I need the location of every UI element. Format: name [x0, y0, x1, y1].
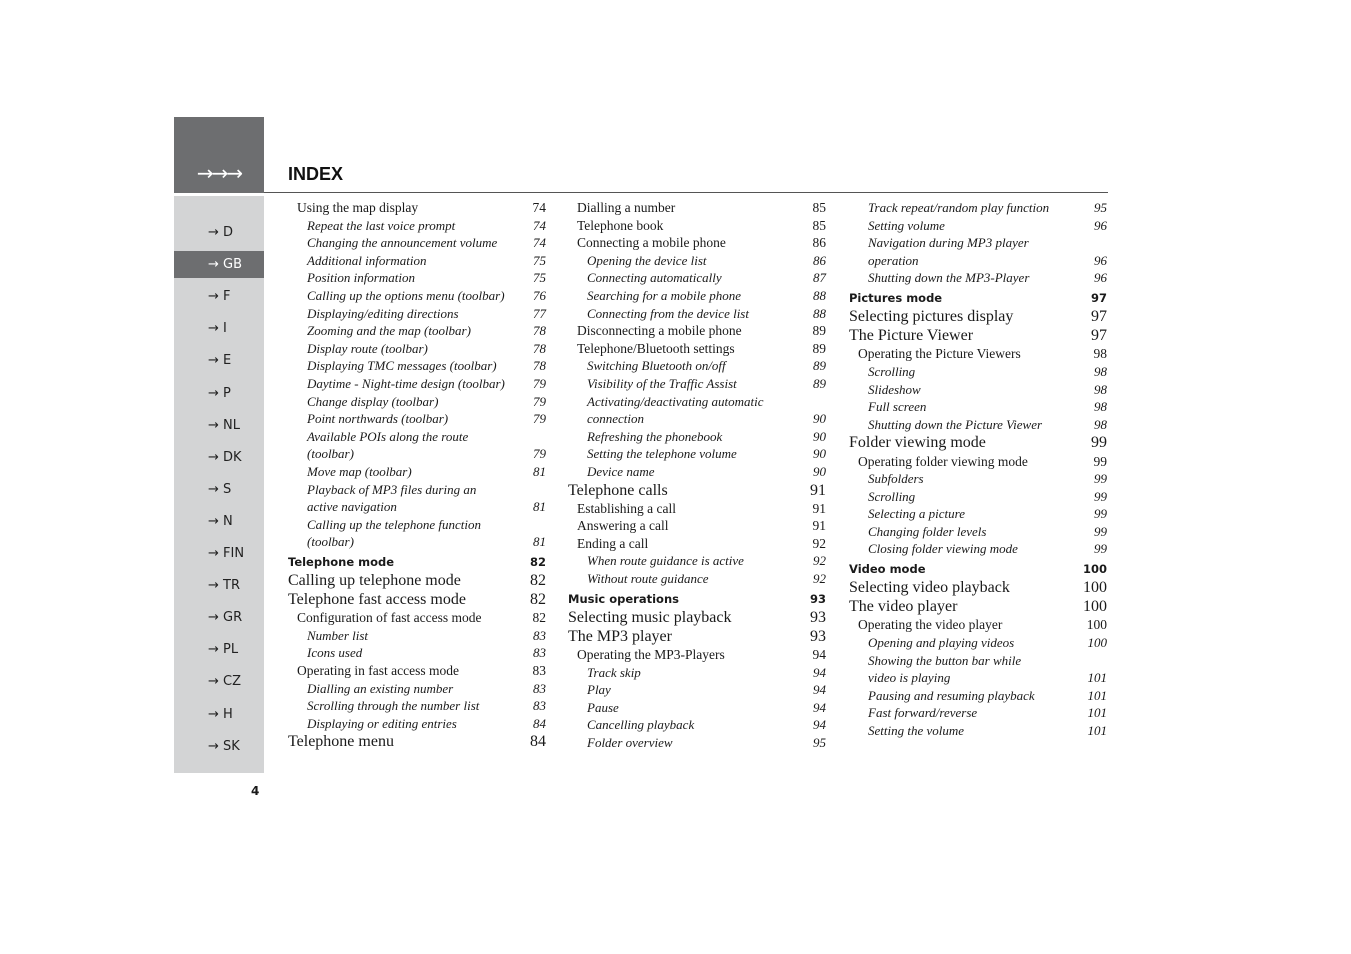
entry-page: 91 [812, 500, 826, 516]
index-entry [288, 481, 546, 499]
entry-page: 91 [812, 518, 826, 534]
index-entry [849, 687, 1107, 705]
index-entry [568, 428, 826, 446]
entry-page: 83 [533, 698, 546, 714]
entry-page: 100 [1083, 579, 1107, 597]
sidebar-lang-i[interactable]: → I [208, 321, 227, 337]
entry-title: The MP3 player [568, 627, 672, 645]
index-entry [849, 470, 1107, 488]
entry-title: Number list [307, 627, 369, 643]
index-entry [568, 217, 826, 235]
entry-title: Scrolling [868, 363, 916, 379]
index-entry [568, 699, 826, 717]
index-entry [288, 340, 546, 358]
entry-title: Calling up the telephone function [307, 516, 482, 532]
index-entry [568, 234, 826, 252]
entry-title: Repeat the last voice prompt [307, 217, 456, 233]
entry-title: Shutting down the Picture Viewer [868, 416, 1043, 432]
entry-page: 82 [532, 610, 546, 626]
index-entry [568, 481, 826, 500]
entry-title: Setting the volume [868, 723, 965, 738]
entry-page: 93 [810, 627, 826, 645]
index-entry [849, 616, 1107, 634]
entry-title: Change display (toolbar) [307, 393, 439, 409]
entry-page: 94 [813, 682, 826, 698]
index-entry [568, 646, 826, 664]
sidebar-lang-d[interactable]: → D [208, 225, 234, 240]
entry-title: Displaying/editing directions [307, 305, 459, 321]
entry-title: The Picture Viewer [849, 327, 974, 345]
page-number: 4 [251, 784, 260, 798]
index-entry [288, 410, 546, 428]
entry-title: Playback of MP3 files during an [307, 481, 477, 497]
entry-title: Cancelling playback [587, 717, 695, 733]
entry-title: Dialling an existing number [307, 680, 454, 696]
entry-title: Full screen [868, 399, 927, 415]
entry-page: 94 [813, 717, 826, 733]
entry-page: 86 [812, 235, 826, 251]
index-entry [849, 597, 1107, 616]
entry-page: 93 [809, 591, 826, 606]
entry-page: 83 [532, 663, 546, 679]
index-entry [288, 445, 546, 463]
index-entry [849, 381, 1107, 399]
entry-title: Track repeat/random play function [868, 200, 1050, 215]
entry-page: 90 [813, 463, 826, 479]
index-entry [568, 269, 826, 287]
entry-title: Scrolling [868, 488, 916, 504]
index-entry [288, 697, 546, 715]
language-sidebar [174, 196, 264, 773]
entry-title: Opening and playing videos [868, 635, 1015, 651]
index-entry [568, 500, 826, 518]
entry-page: 100 [1082, 562, 1107, 577]
entry-page: 84 [533, 715, 546, 731]
entry-page: 90 [813, 446, 826, 462]
entry-page: 98 [1094, 399, 1107, 415]
index-column-3 [849, 199, 1107, 740]
entry-page: 79 [533, 446, 546, 462]
entry-title: Configuration of fast access mode [297, 610, 482, 626]
page-title: INDEX [288, 164, 344, 184]
index-entry [288, 217, 546, 235]
entry-page: 97 [1091, 307, 1107, 325]
entry-title: Visibility of the Traffic Assist [587, 375, 737, 391]
index-entry [288, 322, 546, 340]
entry-title: Changing folder levels [868, 523, 987, 539]
entry-title: Displaying or editing entries [307, 715, 457, 731]
index-entry [568, 287, 826, 305]
entry-title: Selecting video playback [849, 579, 1010, 597]
index-entry [849, 269, 1107, 287]
index-entry [849, 326, 1107, 345]
index-entry [288, 498, 546, 516]
sidebar-lang-cz[interactable]: → CZ [208, 674, 242, 690]
index-entry [849, 634, 1107, 652]
sidebar-lang-fin[interactable]: → FIN [208, 546, 245, 561]
entry-title: Selecting music playback [568, 608, 732, 626]
entry-page: 88 [813, 305, 826, 321]
index-entry [288, 357, 546, 375]
index-entry [288, 463, 546, 481]
entry-title: Move map (toolbar) [307, 463, 412, 479]
entry-page: 94 [813, 699, 826, 715]
sidebar-lang-p[interactable]: → P [208, 385, 231, 401]
entry-title: Operating the video player [858, 617, 1003, 633]
index-entry [568, 570, 826, 588]
entry-page: 89 [813, 358, 826, 374]
index-entry [568, 517, 826, 535]
sidebar-lang-nl[interactable]: → NL [208, 417, 240, 433]
entry-title: The video player [849, 598, 958, 616]
entry-page: 94 [812, 647, 826, 663]
entry-page: 85 [812, 200, 826, 215]
entry-title: Connecting a mobile phone [577, 235, 726, 251]
entry-title: Display route (toolbar) [307, 340, 428, 356]
entry-title: Telephone menu [288, 733, 394, 751]
entry-title: Showing the button bar while [868, 652, 1022, 668]
entry-page: 96 [1094, 252, 1107, 268]
entry-title: Available POIs along the route [307, 428, 469, 444]
entry-page: 75 [533, 270, 546, 286]
entry-page: 99 [1094, 488, 1107, 504]
entry-title: Folder overview [587, 735, 673, 750]
sidebar-lang-sk[interactable]: → SK [208, 738, 240, 754]
entry-page: 74 [533, 235, 546, 251]
entry-page: 98 [1094, 363, 1107, 379]
entry-title: Additional information [307, 252, 427, 268]
sidebar-lang-n[interactable]: → N [208, 513, 233, 529]
entry-title: Dialling a number [577, 200, 676, 215]
entry-title: Calling up telephone mode [288, 571, 461, 589]
index-entry [568, 252, 826, 270]
index-entry [288, 627, 546, 645]
entry-page: 99 [1094, 541, 1107, 557]
entry-page: 84 [530, 733, 546, 751]
entry-page: 99 [1091, 434, 1107, 452]
index-entry [288, 644, 546, 662]
entry-page: 93 [810, 608, 826, 626]
index-entry [288, 287, 546, 305]
entry-title: Disconnecting a mobile phone [577, 323, 742, 339]
index-entry [849, 540, 1107, 558]
entry-title: Telephone book [577, 217, 664, 233]
entry-title: Pause [587, 699, 619, 715]
entry-page: 79 [533, 393, 546, 409]
entry-page: 99 [1094, 506, 1107, 522]
entry-page: 82 [530, 591, 546, 609]
entry-page: 79 [533, 375, 546, 391]
entry-page: 74 [533, 217, 546, 233]
index-entry [288, 305, 546, 323]
index-entry [849, 453, 1107, 471]
entry-title: Device name [587, 463, 655, 479]
index-entry [568, 375, 826, 393]
entry-page: 79 [533, 411, 546, 427]
entry-title: Setting the telephone volume [587, 446, 737, 462]
section-heading [568, 588, 826, 608]
index-entry [849, 505, 1107, 523]
entry-title: Ending a call [577, 535, 649, 551]
index-entry [849, 669, 1107, 687]
entry-page: 98 [1094, 381, 1107, 397]
index-entry [849, 363, 1107, 381]
entry-title: (toolbar) [307, 534, 354, 550]
entry-page: 101 [1087, 687, 1107, 703]
entry-page: 77 [533, 305, 546, 321]
entry-page: 99 [1094, 471, 1107, 487]
index-entry [288, 533, 546, 551]
entry-title: Establishing a call [577, 500, 676, 516]
entry-title: Activating/deactivating automatic [587, 393, 764, 409]
index-entry [849, 199, 1107, 217]
entry-title: Daytime - Night-time design (toolbar) [307, 375, 505, 391]
entry-page: 101 [1087, 705, 1107, 721]
entry-page: 82 [529, 554, 546, 569]
entry-page: 78 [533, 323, 546, 339]
index-entry [288, 199, 546, 217]
section-heading [288, 551, 546, 571]
entry-page: 92 [812, 535, 826, 551]
entry-title: Operating the Picture Viewers [858, 346, 1021, 362]
index-column-2 [568, 199, 826, 752]
index-entry [568, 340, 826, 358]
entry-page: 83 [533, 645, 546, 661]
index-entry [288, 732, 546, 751]
entry-title: Selecting pictures display [849, 307, 1014, 325]
entry-page: 81 [533, 499, 546, 515]
entry-title: Telephone/Bluetooth settings [577, 340, 735, 356]
entry-title: Zooming and the map (toolbar) [307, 323, 471, 339]
index-entry [849, 307, 1107, 326]
entry-page: 89 [812, 340, 826, 356]
entry-title: Closing folder viewing mode [868, 541, 1018, 557]
index-entry [568, 552, 826, 570]
sidebar-lang-s[interactable]: → S [208, 481, 232, 497]
entry-page: 88 [813, 287, 826, 303]
index-entry [288, 516, 546, 534]
entry-page: 101 [1087, 670, 1107, 686]
entry-page: 90 [813, 411, 826, 427]
entry-page: 76 [533, 287, 546, 303]
section-heading [849, 558, 1107, 578]
entry-title: Opening the device list [587, 252, 707, 268]
entry-title: Connecting automatically [587, 270, 722, 286]
entry-title: Shutting down the MP3-Player [868, 270, 1030, 286]
entry-page: 78 [533, 340, 546, 356]
sidebar-lang-tr[interactable]: → TR [208, 578, 240, 594]
entry-page: 98 [1094, 416, 1107, 432]
index-entry [568, 322, 826, 340]
entry-title: Folder viewing mode [849, 434, 986, 452]
entry-page: 86 [813, 252, 826, 268]
entry-title: Position information [307, 270, 415, 286]
index-entry [568, 357, 826, 375]
index-entry [568, 445, 826, 463]
index-entry [288, 269, 546, 287]
entry-page: 81 [533, 534, 546, 550]
entry-title: Telephone fast access mode [288, 591, 466, 609]
entry-page: 97 [1090, 290, 1107, 305]
index-entry [568, 305, 826, 323]
entry-title: Operating the MP3-Players [577, 647, 725, 663]
entry-page: 81 [533, 463, 546, 479]
sidebar-lang-gb[interactable]: → GB [174, 251, 264, 278]
entry-title: Switching Bluetooth on/off [587, 358, 726, 374]
entry-page: 83 [533, 680, 546, 696]
entry-page: 91 [810, 481, 826, 499]
entry-title: Telephone calls [568, 481, 668, 499]
index-entry [568, 463, 826, 481]
entry-title: Music operations [568, 591, 679, 606]
entry-title: Without route guidance [587, 571, 709, 587]
index-entry [849, 704, 1107, 722]
index-entry [849, 416, 1107, 434]
entry-page: 82 [530, 571, 546, 589]
entry-page: 96 [1094, 270, 1107, 286]
entry-title: Operating folder viewing mode [858, 453, 1028, 469]
entry-page: 97 [1091, 327, 1107, 345]
entry-title: Play [587, 682, 611, 698]
header-arrows: →→→ [174, 117, 264, 193]
index-entry [288, 252, 546, 270]
index-entry [568, 535, 826, 553]
index-entry [849, 722, 1107, 740]
entry-page: 95 [1094, 200, 1107, 215]
entry-title: Selecting a picture [868, 506, 965, 522]
entry-page: 83 [533, 627, 546, 643]
sidebar-lang-pl[interactable]: → PL [208, 642, 239, 658]
sidebar-lang-e[interactable]: → E [208, 353, 232, 369]
index-entry [288, 393, 546, 411]
sidebar-lang-h[interactable]: → H [208, 706, 233, 722]
index-entry [288, 715, 546, 733]
entry-page: 75 [533, 252, 546, 268]
index-entry [288, 571, 546, 590]
index-entry [849, 217, 1107, 235]
entry-page: 89 [813, 375, 826, 391]
entry-title: active navigation [307, 499, 397, 515]
index-entry [288, 234, 546, 252]
index-column-1 [288, 199, 546, 752]
section-heading [849, 287, 1107, 307]
entry-title: Pausing and resuming playback [868, 687, 1035, 703]
entry-page: 94 [813, 664, 826, 680]
entry-title: Answering a call [577, 518, 669, 534]
index-entry [849, 234, 1107, 252]
entry-page: 92 [813, 553, 826, 569]
index-entry [849, 252, 1107, 270]
index-entry [288, 590, 546, 609]
entry-title: Refreshing the phonebook [587, 428, 723, 444]
entry-page: 90 [813, 428, 826, 444]
entry-page: 100 [1087, 635, 1107, 651]
index-entry [568, 627, 826, 646]
entry-page: 99 [1093, 453, 1107, 469]
entry-title: Searching for a mobile phone [587, 287, 742, 303]
entry-title: Point northwards (toolbar) [307, 411, 449, 427]
entry-title: Icons used [307, 645, 363, 661]
entry-title: Fast forward/reverse [868, 705, 978, 721]
header-rule [264, 192, 1108, 193]
entry-page: 74 [532, 200, 546, 215]
index-entry [849, 433, 1107, 452]
index-entry [288, 662, 546, 680]
sidebar-lang-gr[interactable]: → GR [208, 610, 243, 626]
entry-title: video is playing [868, 670, 951, 686]
index-entry [288, 609, 546, 627]
entry-page: 99 [1094, 523, 1107, 539]
entry-page: 98 [1093, 346, 1107, 362]
entry-title: Changing the announcement volume [307, 235, 498, 251]
entry-page: 85 [812, 217, 826, 233]
entry-title: Operating in fast access mode [297, 663, 459, 679]
entry-title: Setting volume [868, 217, 945, 233]
index-entry [568, 716, 826, 734]
entry-page: 89 [812, 323, 826, 339]
entry-title: Track skip [587, 664, 641, 680]
index-entry [849, 523, 1107, 541]
index-entry [568, 199, 826, 217]
index-entry [288, 375, 546, 393]
entry-title: Displaying TMC messages (toolbar) [307, 358, 497, 374]
entry-title: Using the map display [297, 200, 419, 215]
entry-title: (toolbar) [307, 446, 354, 462]
entry-page: 100 [1086, 617, 1107, 633]
entry-page: 95 [813, 735, 826, 750]
index-entry [849, 488, 1107, 506]
entry-title: Pictures mode [849, 290, 943, 305]
entry-title: Scrolling through the number list [307, 698, 480, 714]
entry-title: Connecting from the device list [587, 305, 749, 321]
entry-page: 92 [813, 571, 826, 587]
index-entry [568, 410, 826, 428]
index-entry [568, 393, 826, 411]
entry-page: 96 [1094, 217, 1107, 233]
index-entry [568, 608, 826, 627]
entry-title: Telephone mode [288, 554, 395, 569]
index-entry [288, 680, 546, 698]
entry-title: Video mode [849, 562, 926, 577]
entry-page: 78 [533, 358, 546, 374]
entry-page: 87 [813, 270, 826, 286]
entry-title: When route guidance is active [587, 553, 744, 569]
index-entry [849, 398, 1107, 416]
index-entry [568, 734, 826, 752]
sidebar-lang-dk[interactable]: → DK [208, 449, 242, 465]
entry-page: 101 [1087, 723, 1107, 738]
index-entry [288, 428, 546, 446]
entry-page: 100 [1083, 598, 1107, 616]
entry-title: connection [587, 411, 645, 427]
entry-title: Slideshow [868, 381, 921, 397]
entry-title: Navigation during MP3 player [868, 235, 1029, 251]
index-entry [849, 652, 1107, 670]
sidebar-lang-f[interactable]: → F [208, 289, 231, 305]
entry-title: Calling up the options menu (toolbar) [307, 287, 505, 303]
entry-title: Subfolders [868, 471, 924, 487]
index-entry [568, 664, 826, 682]
index-entry [568, 681, 826, 699]
entry-title: operation [868, 252, 919, 268]
index-entry [849, 578, 1107, 597]
index-entry [849, 345, 1107, 363]
